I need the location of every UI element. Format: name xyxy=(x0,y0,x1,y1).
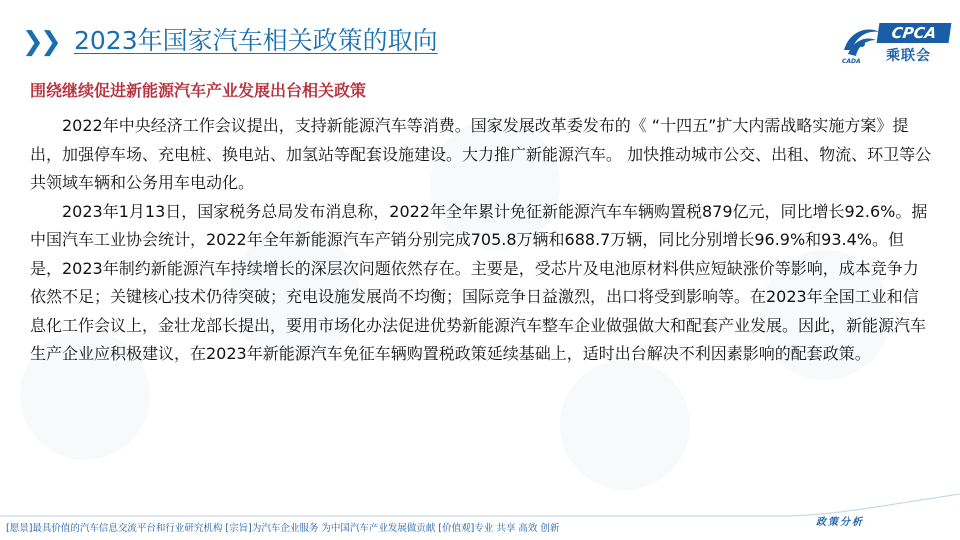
footer-section-label: 政策分析 xyxy=(816,517,864,528)
footer-mission-text: [愿景]最具价值的汽车信息交流平台和行业研究机构 [宗旨]为汽车企业服务 为中国汽车产业发展做贡献 [价值观]专业 共享 高效 创新 xyxy=(6,523,560,534)
section-subheading: 围绕继续促进新能源汽车产业发展出台相关政策 xyxy=(30,81,367,100)
slide-title: 2023年国家汽车相关政策的取向 xyxy=(74,26,438,55)
logo-subtitle: 乘联会 xyxy=(886,48,931,64)
chevron-right-icon: ❯ xyxy=(40,27,62,57)
chevron-right-icon: ❯ xyxy=(22,27,44,57)
paragraph: 2023年1月13日，国家税务总局发布消息称，2022年全年累计免征新能源汽车车辆购置税879亿元，同比增长92.6%。据中国汽车工业协会统计，2022年全年新能源汽车产销分别完成705.8万辆和688.7万辆，同比分别增长96.9%和93.4%。但是，2023年制约新能源汽车持续增长的深层次问题依然存在。主要是，受芯片及电池原材料供应短缺涨价等影响，成本竞争力依然不足；关键核心技术仍待突破；充电设施发展尚不均衡；国际竞争日益激烈，出口将受到影响等。在2023年全国工业和信息化工作会议上，金壮龙部长提出，要用市场化办法促进优势新能源汽车整车企业做强做大和配套产业发展。因此，新能源汽车生产企业应积极建议，在2023年新能源汽车免征车辆购置税政策延续基础上，适时出台解决不利因素影响的配套政策。 xyxy=(30,201,928,363)
logo-wordmark: CPCA xyxy=(877,23,952,43)
body-text xyxy=(30,112,932,369)
watermark-circle xyxy=(560,360,690,490)
logo-small-text: CADA xyxy=(842,58,861,65)
cpca-logo xyxy=(838,20,956,66)
slide-header xyxy=(0,0,960,70)
paragraph: 2022年中央经济工作会议提出，支持新能源汽车等消费。国家发展改革委发布的《 “十四五”扩大内需战略实施方案》提出，加强停车场、充电桩、换电站、加氢站等配套设施建设。大力推广新能源汽车。 加快推动城市公交、出租、物流、环卫等公共领域车辆和公务用车电动化。 xyxy=(30,116,932,192)
